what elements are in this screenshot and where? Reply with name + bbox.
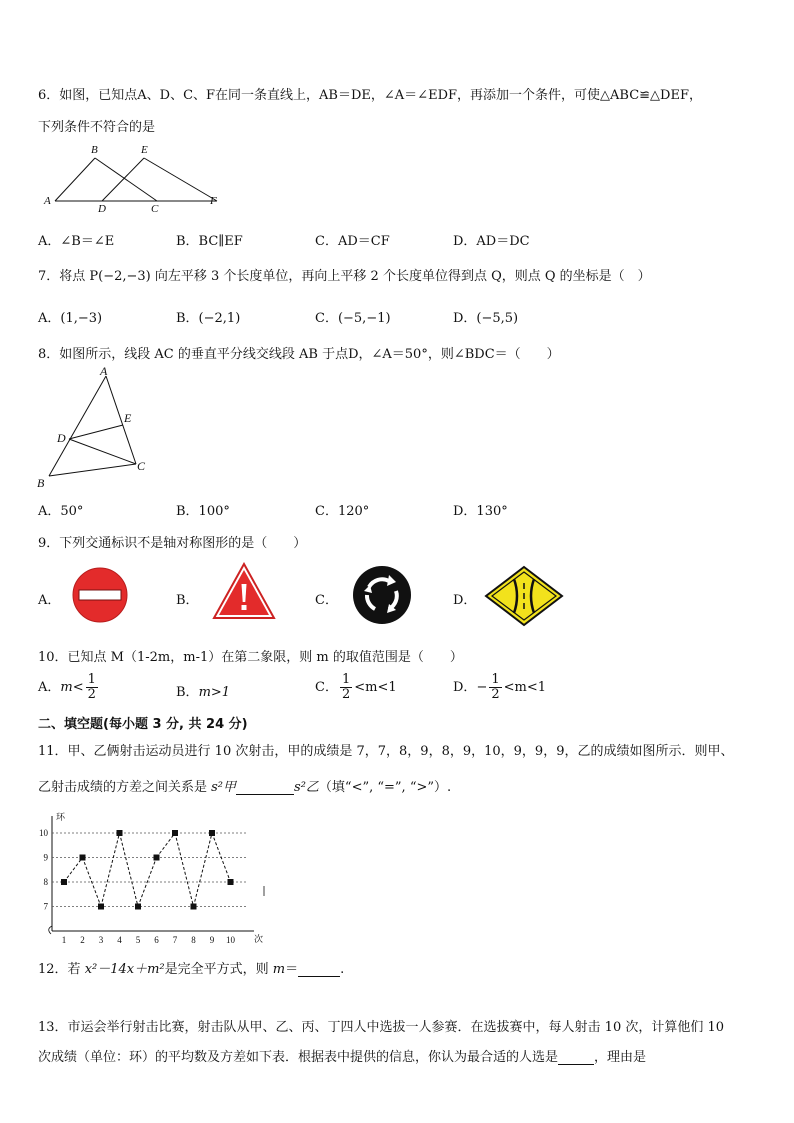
q12-stem <box>38 958 344 977</box>
q6-label-a: A <box>44 195 51 207</box>
q8-option-a: A．50° <box>38 504 84 519</box>
q9-option-b-letter: B． <box>176 593 199 608</box>
q8-label-b: B <box>37 476 45 490</box>
q6-label-c: C <box>151 203 159 215</box>
chart-xtick-label: 7 <box>172 935 178 945</box>
q11-line1: 11．甲、乙俩射击运动员进行 10 次射击，甲的成绩是 7，7，8，9，8，9，10，9，9，9，乙的成绩如图所示．则甲、 <box>38 744 734 759</box>
q7-stem: 7．将点 P(−2,−3) 向左平移 3 个长度单位，再向上平移 2 个长度单位得到点 Q，则点 Q 的坐标是（ ） <box>38 269 651 284</box>
chart-ytick-label: 8 <box>43 877 48 887</box>
chart-ytick-label: 7 <box>43 901 48 912</box>
q10-option-a-prefix: A． <box>38 680 61 695</box>
q9-option-d-letter: D． <box>453 593 477 608</box>
q10-option-b-expr: m>1 <box>198 685 231 700</box>
q13-line1: 13．市运会举行射击比赛，射击队从甲、乙、丙、丁四人中选拔一人参赛．在选拔赛中，每人射击 10 次，计算他们 10 <box>38 1020 725 1035</box>
q10-option-d-num: 1 <box>491 672 500 687</box>
q11-s-jia: s²甲 <box>211 780 237 795</box>
q11-chart <box>32 808 272 948</box>
q6-option-d: D．AD＝DC <box>453 234 530 249</box>
chart-ytick-label: 9 <box>43 852 48 863</box>
chart-data-point <box>135 904 141 910</box>
chart-data-point <box>172 830 178 836</box>
q10-option-c-rest: <m<1 <box>354 680 397 695</box>
chart-xtick-label: 6 <box>154 935 159 945</box>
chart-data-point <box>154 855 160 861</box>
q12-expr: x²－14x＋m² <box>84 962 165 977</box>
chart-series-segment <box>212 833 231 882</box>
q8-label-e: E <box>124 411 132 425</box>
q11-line2 <box>38 776 451 795</box>
roundabout-sign-icon <box>351 565 413 625</box>
q10-option-c-den: 2 <box>341 687 351 702</box>
q10-option-a-rel: < <box>72 680 84 695</box>
q10-option-c-num: 1 <box>341 672 351 687</box>
q6-stem-line1: 6．如图，已知点A、D、C、F在同一条直线上，AB＝DE，∠A＝∠EDF，再添加一个条件，可使△ABC≌△DEF， <box>38 88 702 103</box>
q10-option-b <box>176 681 230 700</box>
q10-stem: 10．已知点 M（1-2m，m-1）在第二象限，则 m 的取值范围是（ ） <box>38 650 463 665</box>
chart-xtick-label: 2 <box>80 935 85 945</box>
chart-data-point <box>209 830 215 836</box>
chart-series-segment <box>64 858 83 883</box>
chart-series-segment <box>120 833 139 907</box>
q13-line2-text: 次成绩（单位：环）的平均数及方差如下表．根据表中提供的信息，你认为最合适的人选是 <box>38 1050 559 1065</box>
q12-mid: 是完全平方式，则 <box>164 962 273 977</box>
section-title: 二、填空题(每小题 3 分, 共 24 分) <box>38 717 248 732</box>
chart-series-segment <box>157 833 176 858</box>
q10-option-d-prefix: D． <box>453 680 477 695</box>
chart-xtick-label: 8 <box>191 935 196 945</box>
chart-data-point <box>191 904 197 910</box>
q10-option-d-fraction <box>489 673 501 702</box>
q13-line2-end: ，理由是 <box>594 1050 647 1065</box>
chart-data-point <box>80 855 86 861</box>
q10-option-a <box>38 673 100 702</box>
q8-label-d: D <box>57 431 66 445</box>
chart-xlabel: 次 <box>254 934 264 944</box>
q6-label-b: B <box>91 144 98 156</box>
q13-answer-blank[interactable] <box>558 1050 594 1065</box>
chart-series-segment <box>194 833 213 907</box>
warning-triangle-sign-icon <box>212 562 276 620</box>
q10-option-d-minus: − <box>476 680 488 695</box>
q6-option-b: B．BC∥EF <box>176 234 243 249</box>
q9-option-a-letter: A． <box>38 593 61 608</box>
q6-label-d: D <box>98 203 106 215</box>
q10-option-c <box>315 673 397 702</box>
q6-label-e: E <box>141 144 148 156</box>
chart-xtick-label: 5 <box>135 935 141 945</box>
q8-option-b: B．100° <box>176 504 230 519</box>
chart-series-segment <box>101 833 120 907</box>
chart-data-point <box>61 879 67 885</box>
q7-option-c: C．(−5,−1) <box>315 311 391 326</box>
q11-line2-prefix: 乙射击成绩的方差之间关系是 <box>38 780 212 795</box>
q10-option-a-num: 1 <box>87 672 96 687</box>
chart-data-point <box>98 904 104 910</box>
q7-option-b: B．(−2,1) <box>176 311 241 326</box>
q10-option-c-fraction <box>340 673 352 702</box>
chart-ylabel: 环 <box>56 812 66 822</box>
q11-answer-blank[interactable] <box>236 780 294 795</box>
q12-prefix: 12．若 <box>38 962 85 977</box>
q8-figure <box>34 366 154 492</box>
q10-option-b-prefix: B． <box>176 685 199 700</box>
chart-ytick-label: 10 <box>39 828 48 838</box>
q8-label-c: C <box>137 459 146 473</box>
q6-figure <box>40 140 230 215</box>
q9-stem: 9．下列交通标识不是轴对称图形的是（ ） <box>38 536 307 551</box>
q8-stem: 8．如图所示，线段 AC 的垂直平分线交线段 AB 于点D，∠A＝50°，则∠BDC＝（ ） <box>38 347 560 362</box>
chart-xtick-label: 9 <box>209 935 215 945</box>
q11-line2-suffix: （填“<”, “=”, “>”）. <box>318 780 452 795</box>
q10-option-a-var: m <box>60 680 73 695</box>
q10-option-a-den: 2 <box>87 687 96 702</box>
q7-option-d: D．(−5,5) <box>453 311 519 326</box>
q9-option-c-letter: C． <box>315 593 338 608</box>
q10-option-a-fraction <box>86 673 98 702</box>
q8-label-a: A <box>100 366 108 378</box>
chart-data-point <box>228 879 234 885</box>
chart-data-point <box>117 830 123 836</box>
q12-eq: ＝ <box>285 962 299 977</box>
chart-xtick-label: 1 <box>61 935 67 945</box>
q6-option-c: C．AD＝CF <box>315 234 390 249</box>
q10-option-d-rest: <m<1 <box>503 680 547 695</box>
narrow-bridge-sign-icon <box>484 565 564 627</box>
q12-end: . <box>340 962 345 977</box>
q12-answer-blank[interactable] <box>298 962 340 977</box>
chart-xtick-label: 10 <box>226 935 235 945</box>
q10-option-d-den: 2 <box>491 687 500 702</box>
q13-line2 <box>38 1046 646 1065</box>
q8-option-c: C．120° <box>315 504 370 519</box>
q10-option-c-prefix: C． <box>315 680 338 695</box>
q6-stem-line2: 下列条件不符合的是 <box>38 120 156 135</box>
q6-option-a: A．∠B＝∠E <box>38 234 115 249</box>
chart-series-segment <box>175 833 194 907</box>
q10-option-d <box>453 673 546 702</box>
q11-s-yi: s²乙 <box>294 780 319 795</box>
no-entry-sign-icon <box>70 567 130 623</box>
q12-var: m <box>272 962 286 977</box>
q6-label-f: F <box>210 195 217 207</box>
chart-xtick-label: 4 <box>117 935 122 945</box>
q7-option-a: A．(1,−3) <box>38 311 103 326</box>
chart-xtick-label: 3 <box>98 935 104 945</box>
q8-option-d: D．130° <box>453 504 508 519</box>
